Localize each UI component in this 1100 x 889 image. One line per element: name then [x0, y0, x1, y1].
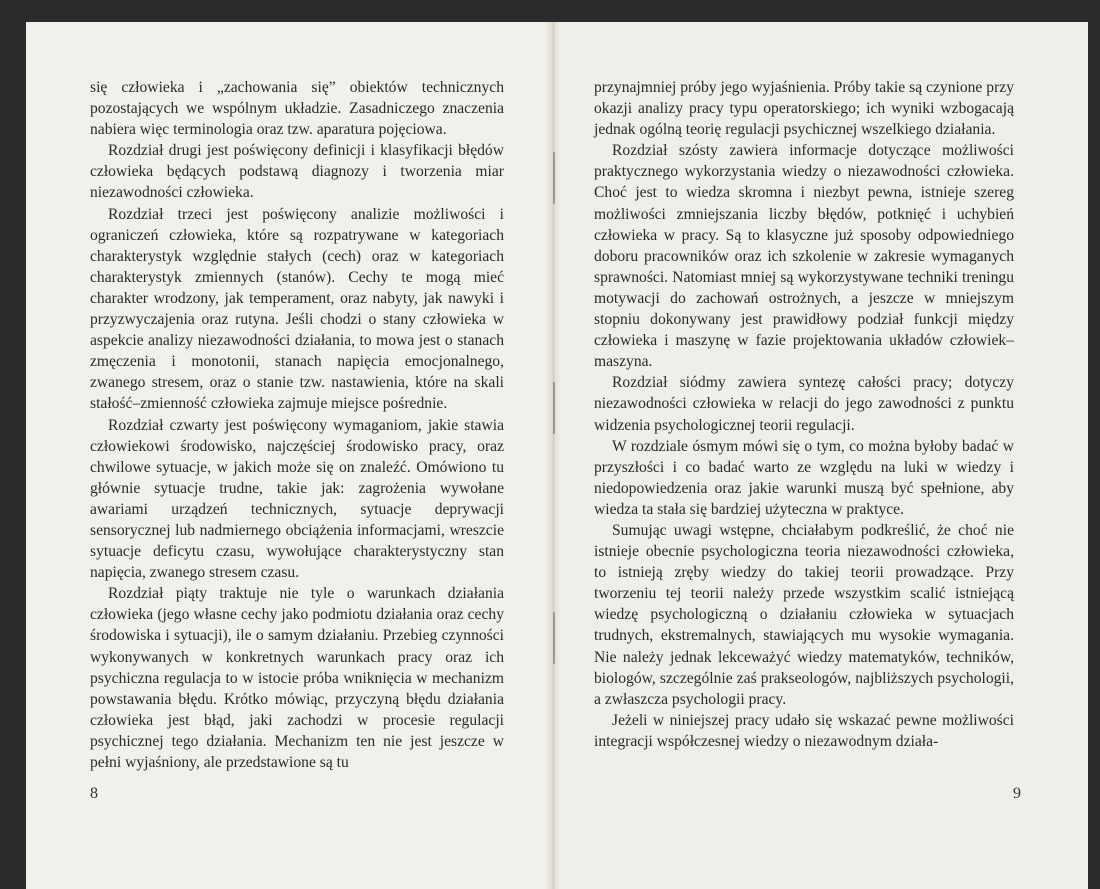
- page-number-right: 9: [1013, 785, 1021, 802]
- paragraph: Jeżeli w niniejszej pracy udało się wskazać pewne możliwości integracji współczesnej wiedzy o niezawodnym działa-: [594, 711, 1014, 750]
- paragraph: się człowieka i „zachowania się” obiektów technicznych pozostających we wspólnym układzie. Zasadniczego znaczenia nabiera więc terminologia oraz tzw. aparatura pojęciowa.: [90, 79, 504, 139]
- left-page: [26, 22, 552, 889]
- paragraph: W rozdziale ósmym mówi się o tym, co można byłoby badać w przyszłości i co badać warto ze względu na luki w wiedzy i niedopowiedzenia oraz jakie warunki muszą być spełnione, aby wiedza ta stała się bardziej użyteczna w praktyce.: [594, 437, 1014, 518]
- binding-stitch: [553, 612, 555, 664]
- right-page-text: [594, 77, 1014, 752]
- paragraph: Rozdział drugi jest poświęcony definicji i klasyfikacji błędów człowieka będących podstawą diagnozy i tworzenia miar niezawodności człowieka.: [90, 142, 504, 202]
- paragraph: Rozdział czwarty jest poświęcony wymaganiom, jakie stawia człowiekowi środowisko, najczęściej środowisko pracy, oraz chwilowe sytuacje, w jakich może się on znaleźć. Omówiono tu głównie sytuacje trudne, takie jak: zagrożenia wywołane awariami urządzeń technicznych, sytuacje deprywacji sensorycznej lub nadmiernego obciążenia informacjami, wreszcie sytuacje deficytu czasu, wywołujące charakterystyczny stan napięcia, zwanego stresem czasu.: [90, 416, 504, 582]
- binding-stitch: [553, 382, 555, 434]
- paragraph: Sumując uwagi wstępne, chciałabym podkreślić, że choć nie istnieje obecnie psychologiczna teoria niezawodności człowieka, to istnieją zręby wiedzy do takiej teorii prowadzące. Przy tworzeniu tej teorii należy przede wszystkim scalić istniejącą wiedzę psychologiczną o działaniu człowieka w sytuacjach trudnych, ekstremalnych, stawiających mu wysokie wymagania. Nie należy jednak lekceważyć wiedzy matematyków, techników, biologów, szczególnie zaś prakseologów, najbliższych psychologii, a zwłaszcza psychologii pracy.: [594, 521, 1014, 708]
- left-page-text: [90, 77, 504, 773]
- right-page: [552, 22, 1088, 889]
- paragraph: Rozdział trzeci jest poświęcony analizie możliwości i ograniczeń człowieka, które są rozpatrywane w kategoriach charakterystyk względnie stałych (cech) oraz w kategoriach charakterystyk zmiennych (stanów). Cechy te mogą mieć charakter wrodzony, jak temperament, oraz nabyty, jak nawyki i przyzwyczajenia oraz rutyna. Jeśli chodzi o stany człowieka w aspekcie analizy niezawodności działania, to mowa jest o stanach zmęczenia i monotonii, stanach napięcia emocjonalnego, zwanego stresem, oraz o stanie tzw. nastawienia, które na skali stałość–zmienność człowieka zajmuje miejsce pośrednie.: [90, 205, 504, 413]
- book-spread: [26, 22, 1088, 889]
- paragraph: przynajmniej próby jego wyjaśnienia. Próby takie są czynione przy okazji analizy pracy typu operatorskiego; ich wyniki wzbogacają jednak ogólną teorię regulacji psychicznej wszelkiego działania.: [594, 79, 1014, 139]
- paragraph: Rozdział szósty zawiera informacje dotyczące możliwości praktycznego wykorzystania wiedzy o niezawodności człowieka. Choć jest to wiedza skromna i niezbyt pewna, istnieje szereg możliwości zmniejszania liczby błędów, potknięć i uchybień człowieka w pracy. Są to klasyczne już sposoby odpowiedniego doboru pracowników oraz ich szkolenie w zakresie wymaganych sprawności. Natomiast mniej są wykorzystywane techniki treningu motywacji do zachowań ostrożnych, a jeszcze w mniejszym stopniu dokonywany jest prawidłowy podział funkcji między człowieka i maszynę w fazie projektowania układów człowiek–maszyna.: [594, 142, 1014, 371]
- binding-stitch: [553, 152, 555, 204]
- paragraph: Rozdział siódmy zawiera syntezę całości pracy; dotyczy niezawodności człowieka w relacji do jego zawodności z punktu widzenia psychologicznej teorii regulacji.: [594, 374, 1014, 434]
- page-number-left: 8: [90, 785, 98, 802]
- paragraph: Rozdział piąty traktuje nie tyle o warunkach działania człowieka (jego własne cechy jako podmiotu działania oraz cechy środowiska i sytuacji), ile o samym działaniu. Przebieg czynności wykonywanych w konkretnych warunkach pracy oraz ich psychiczna regulacja to w istocie próba wniknięcia w mechanizm powstawania błędu. Krótko mówiąc, przyczyną błędu działania człowieka jest błąd, jaki zachodzi w procesie regulacji psychicznej tego działania. Mechanizm ten nie jest jeszcze w pełni wyjaśniony, ale przedstawione są tu: [90, 585, 504, 771]
